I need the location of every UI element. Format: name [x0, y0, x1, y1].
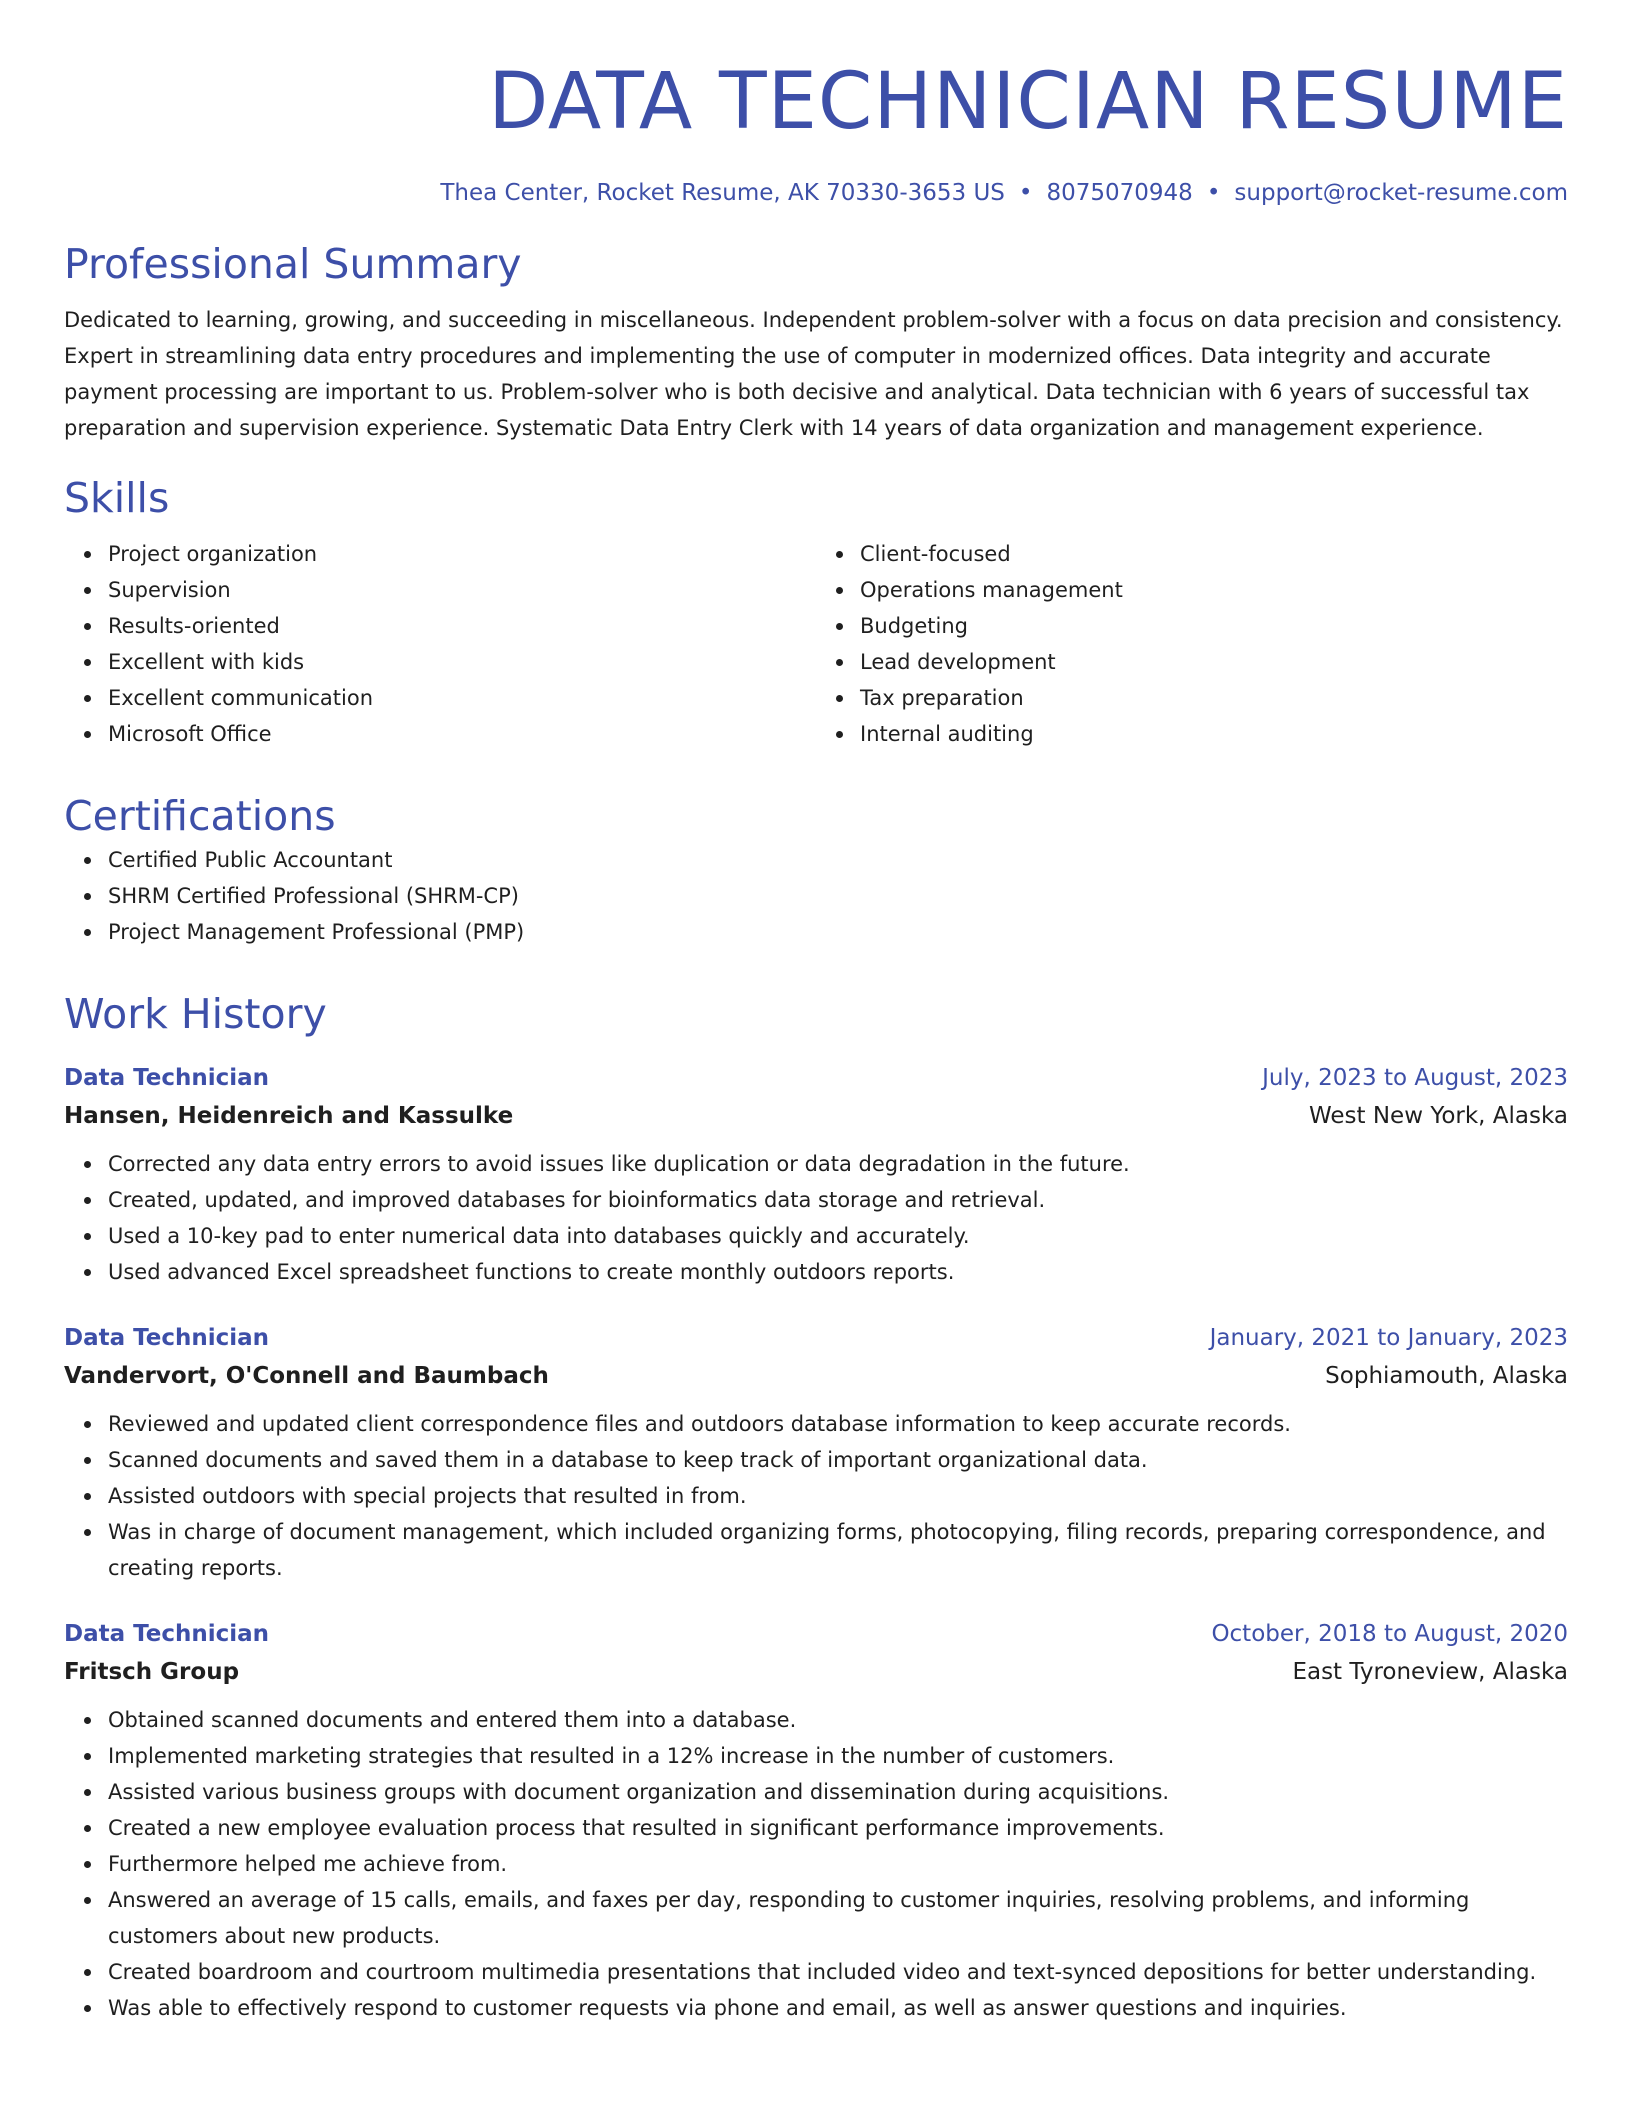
- skill-item: Project organization: [108, 536, 816, 572]
- contact-separator: •: [1018, 180, 1033, 206]
- skill-item: Excellent with kids: [108, 644, 816, 680]
- skills-columns: [64, 536, 1568, 752]
- job-bullet: Answered an average of 15 calls, emails, and faxes per day, responding to customer inquiries, resolving problems, and informing customers about new products.: [108, 1882, 1568, 1954]
- job-company: Fritsch Group: [64, 1659, 240, 1685]
- skill-item: Internal auditing: [860, 716, 1568, 752]
- resume-page: [64, 0, 1568, 2026]
- job-header-row: [64, 1320, 1568, 1356]
- skills-list-right: [816, 536, 1568, 752]
- certification-item: Certified Public Accountant: [108, 842, 1568, 878]
- job-entry: [64, 1320, 1568, 1586]
- job-bullet: Assisted various business groups with document organization and dissemination during acquisitions.: [108, 1774, 1568, 1810]
- job-bullet: Furthermore helped me achieve from.: [108, 1846, 1568, 1882]
- job-bullet: Was in charge of document management, which included organizing forms, photocopying, filing records, preparing correspondence, and creating reports.: [108, 1514, 1568, 1586]
- skill-item: Excellent communication: [108, 680, 816, 716]
- section-title-skills: Skills: [64, 474, 170, 522]
- job-bullet: Corrected any data entry errors to avoid issues like duplication or data degradation in the future.: [108, 1146, 1568, 1182]
- skill-item: Operations management: [860, 572, 1568, 608]
- job-bullet: Assisted outdoors with special projects that resulted in from.: [108, 1478, 1568, 1514]
- resume-title: DATA TECHNICIAN RESUME: [488, 57, 1568, 147]
- job-company-row: [64, 1652, 1568, 1692]
- contact-phone: 8075070948: [1046, 180, 1193, 206]
- job-company: Vandervort, O'Connell and Baumbach: [64, 1363, 549, 1389]
- job-location: East Tyroneview, Alaska: [1292, 1659, 1568, 1685]
- job-dates: January, 2021 to January, 2023: [1209, 1325, 1568, 1351]
- skill-item: Microsoft Office: [108, 716, 816, 752]
- job-title: Data Technician: [64, 1621, 270, 1647]
- job-bullets: [64, 1146, 1568, 1290]
- section-title-certifications: Certifications: [64, 792, 336, 840]
- section-title-summary: Professional Summary: [64, 240, 522, 288]
- job-entry: [64, 1616, 1568, 2026]
- certifications-list: [64, 842, 1568, 950]
- job-bullet: Reviewed and updated client correspondence files and outdoors database information to keep accurate records.: [108, 1406, 1568, 1442]
- job-bullet: Implemented marketing strategies that resulted in a 12% increase in the number of customers.: [108, 1738, 1568, 1774]
- skill-item: Tax preparation: [860, 680, 1568, 716]
- job-bullets: [64, 1406, 1568, 1586]
- job-location: West New York, Alaska: [1308, 1103, 1568, 1129]
- job-bullet: Used advanced Excel spreadsheet functions to create monthly outdoors reports.: [108, 1254, 1568, 1290]
- job-company: Hansen, Heidenreich and Kassulke: [64, 1103, 514, 1129]
- job-bullet: Used a 10-key pad to enter numerical data into databases quickly and accurately.: [108, 1218, 1568, 1254]
- contact-separator: •: [1206, 180, 1221, 206]
- skill-item: Budgeting: [860, 608, 1568, 644]
- job-dates: July, 2023 to August, 2023: [1262, 1065, 1568, 1091]
- job-bullet: Was able to effectively respond to customer requests via phone and email, as well as answer questions and inquiries.: [108, 1990, 1568, 2026]
- skill-item: Lead development: [860, 644, 1568, 680]
- job-header-row: [64, 1616, 1568, 1652]
- skill-item: Supervision: [108, 572, 816, 608]
- job-location: Sophiamouth, Alaska: [1325, 1363, 1568, 1389]
- job-bullet: Created a new employee evaluation process that resulted in significant performance improvements.: [108, 1810, 1568, 1846]
- job-entry: [64, 1060, 1568, 1290]
- job-dates: October, 2018 to August, 2020: [1211, 1621, 1568, 1647]
- job-title: Data Technician: [64, 1325, 270, 1351]
- contact-line: [64, 178, 1568, 208]
- job-bullet: Scanned documents and saved them in a database to keep track of important organizational data.: [108, 1442, 1568, 1478]
- job-company-row: [64, 1356, 1568, 1396]
- skill-item: Results-oriented: [108, 608, 816, 644]
- job-bullets: [64, 1702, 1568, 2026]
- certification-item: Project Management Professional (PMP): [108, 914, 1568, 950]
- job-company-row: [64, 1096, 1568, 1136]
- job-bullet: Created boardroom and courtroom multimedia presentations that included video and text-synced depositions for better understanding.: [108, 1954, 1568, 1990]
- skill-item: Client-focused: [860, 536, 1568, 572]
- job-bullet: Obtained scanned documents and entered them into a database.: [108, 1702, 1568, 1738]
- job-title: Data Technician: [64, 1065, 270, 1091]
- certification-item: SHRM Certified Professional (SHRM-CP): [108, 878, 1568, 914]
- contact-email: support@rocket-resume.com: [1234, 180, 1568, 206]
- job-header-row: [64, 1060, 1568, 1096]
- contact-address: Thea Center, Rocket Resume, AK 70330-3653 US: [440, 180, 1005, 206]
- summary-text: Dedicated to learning, growing, and succeeding in miscellaneous. Independent problem-solver with a focus on data precision and consistency. Expert in streamlining data entry procedures and implementing the use of computer in modernized offices. Data integrity and accurate payment processing are important to us. Problem-solver who is both decisive and analytical. Data technician with 6 years of successful tax preparation and supervision experience. Systematic Data Entry Clerk with 14 years of data organization and management experience.: [64, 308, 1563, 440]
- skills-list-left: [64, 536, 816, 752]
- job-bullet: Created, updated, and improved databases for bioinformatics data storage and retrieval.: [108, 1182, 1568, 1218]
- section-title-work-history: Work History: [64, 990, 327, 1038]
